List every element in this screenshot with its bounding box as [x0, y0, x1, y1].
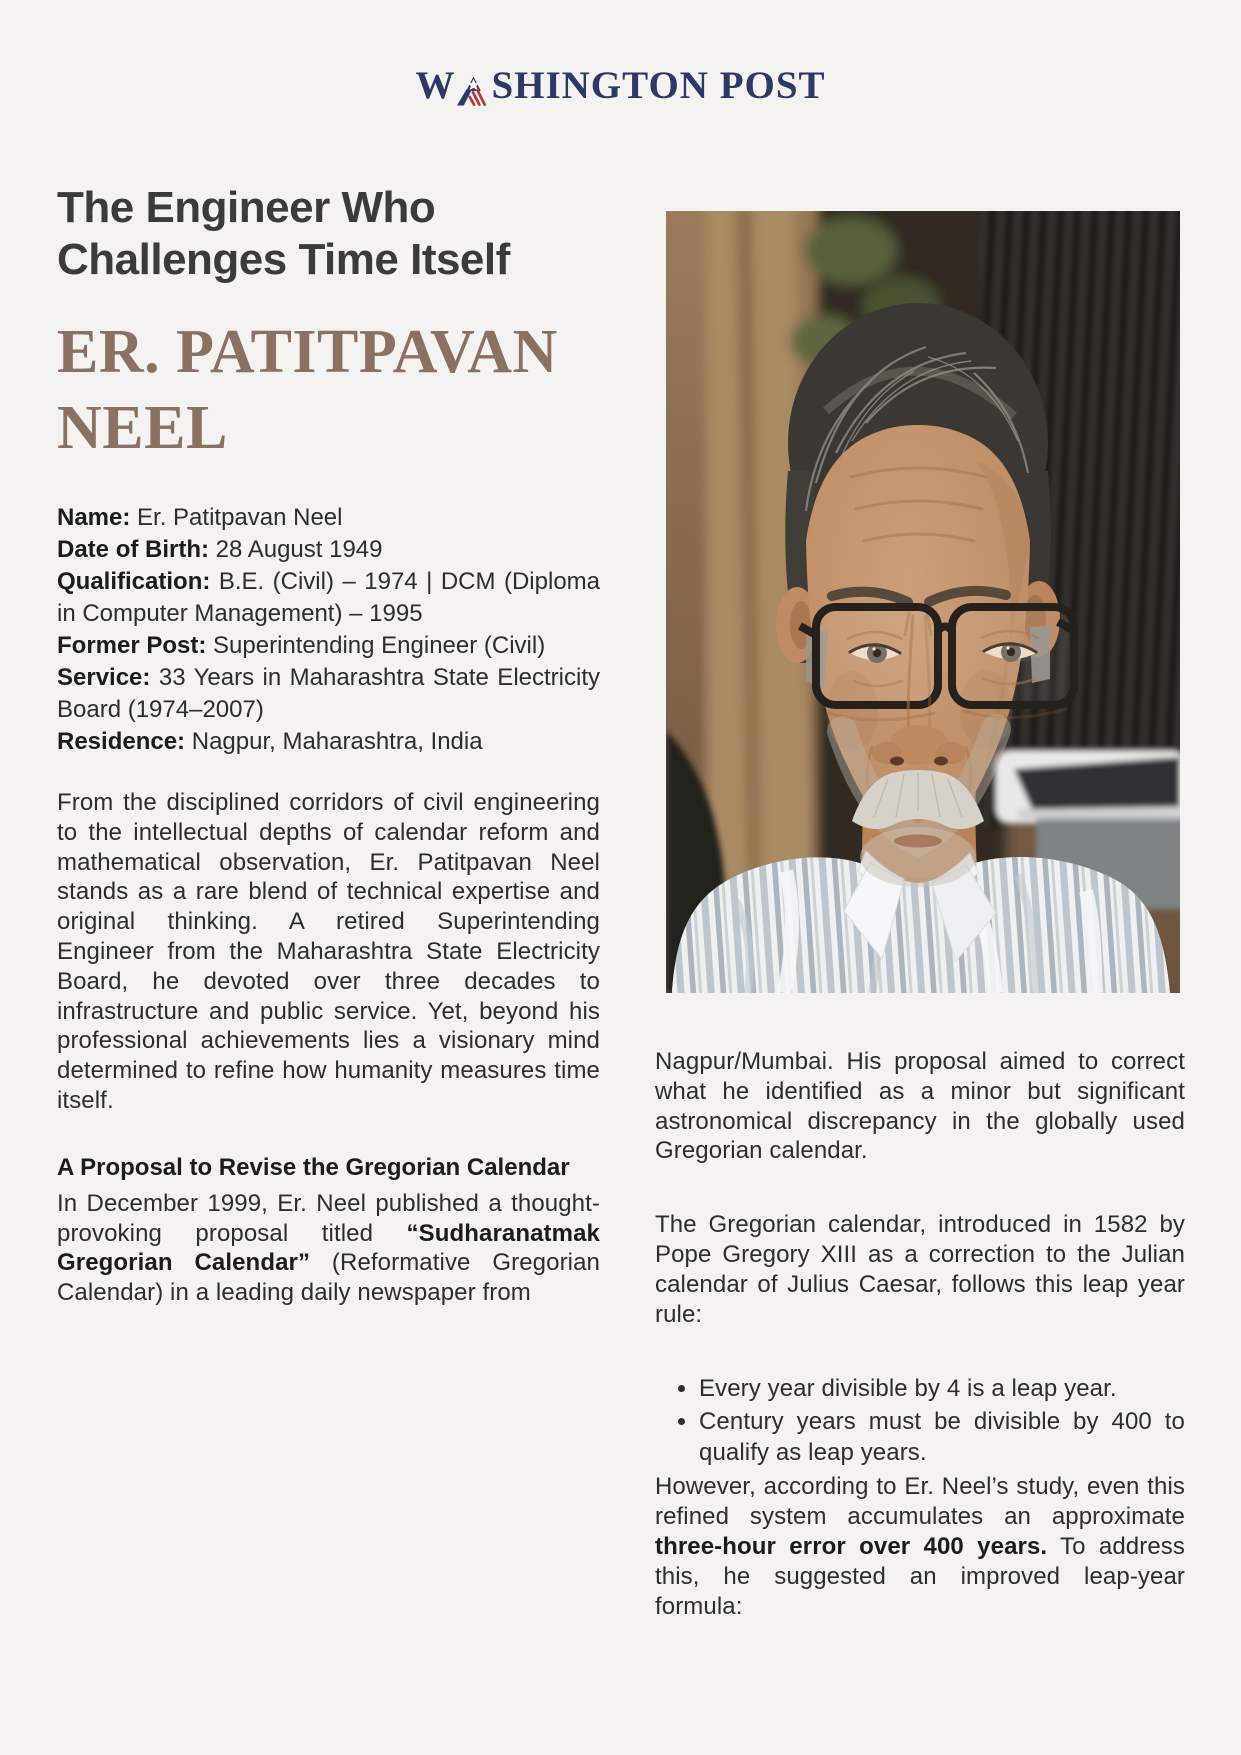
study-paragraph — [655, 1472, 1185, 1621]
section-heading: A Proposal to Revise the Gregorian Calendar — [57, 1153, 570, 1181]
bio-label: Former Post: — [57, 632, 207, 659]
bio-value: 28 August 1949 — [215, 536, 383, 563]
bio-value: Superintending Engineer (Civil) — [213, 632, 546, 659]
bio-line-service — [57, 662, 600, 726]
left-column — [57, 182, 600, 1308]
star-a-icon — [457, 74, 490, 104]
bio-value: B.E. (Civil) – 1974 | DCM (Diploma in Computer Management) – 1995 — [57, 568, 601, 627]
intro-paragraph: From the disciplined corridors of civil engineering to the intellectual depths of calendar reform and mathematical observation, Er. Patitpavan Neel stands as a rare blend of technical expertise and original thinking. A retired Superintending Engineer from the Maharashtra State Electricity Board, he devoted over three decades to infrastructure and public service. Yet, beyond his professional achievements lies a visionary mind determined to refine how humanity measures time itself. — [57, 789, 600, 1114]
bio-line-qualification — [57, 566, 600, 630]
bio-block — [57, 502, 600, 758]
masthead-text-left: W — [415, 64, 456, 107]
bio-value: Er. Patitpavan Neel — [137, 504, 343, 531]
portrait-photo — [666, 211, 1180, 993]
proposal-title-bold: “Sudharanatmak Gregorian Calendar” — [57, 1219, 600, 1277]
proposal-text: In December 1999, Er. Neel published a thought-provoking proposal titled — [57, 1189, 600, 1247]
study-text-tail: To address this, he suggested an improved leap-year formula: — [655, 1532, 1185, 1620]
proposal-paragraph — [57, 1189, 600, 1308]
bio-label: Qualification: — [57, 568, 211, 595]
leap-rule-item: • Century years must be divisible by 400 to qualify as leap years. — [699, 1406, 1185, 1468]
bio-value: Nagpur, Maharashtra, India — [191, 728, 483, 755]
study-bold-phrase: three-hour error over 400 years. — [655, 1532, 1048, 1560]
bio-line-residence — [57, 726, 600, 758]
bio-line-name — [57, 502, 600, 534]
calendar-paragraph: The Gregorian calendar, introduced in 1582 by Pope Gregory XIII as a correction to the Julian calendar of Julius Caesar, follows this leap year rule: — [655, 1211, 1185, 1328]
leap-rule-item: • Every year divisible by 4 is a leap year. — [699, 1373, 1185, 1404]
masthead — [0, 66, 1241, 105]
bio-line-dob — [57, 534, 600, 566]
proposal-text-tail: (Reformative Gregorian Calendar) in a leading daily newspaper from — [57, 1249, 600, 1307]
article-headline: The Engineer Who Challenges Time Itself — [57, 183, 510, 284]
bio-label: Service: — [57, 664, 151, 691]
study-text: However, according to Er. Neel’s study, even this refined system accumulates an approximate — [655, 1473, 1185, 1531]
leap-rules-list — [655, 1373, 1185, 1468]
continuation-paragraph: Nagpur/Mumbai. His proposal aimed to correct what he identified as a minor but significant astronomical discrepancy in the globally used Gregorian calendar. — [655, 1048, 1185, 1165]
right-column — [655, 211, 1185, 1621]
bio-label: Date of Birth: — [57, 536, 209, 563]
bio-label: Residence: — [57, 728, 186, 755]
bio-label: Name: — [57, 504, 131, 531]
bio-value: 33 Years in Maharashtra State Electricity Board (1974–2007) — [57, 664, 600, 723]
bio-line-former-post — [57, 630, 600, 662]
subject-name-heading: ER. PATITPAVAN NEEL — [57, 318, 558, 462]
masthead-text-right: SHINGTON POST — [491, 64, 826, 107]
